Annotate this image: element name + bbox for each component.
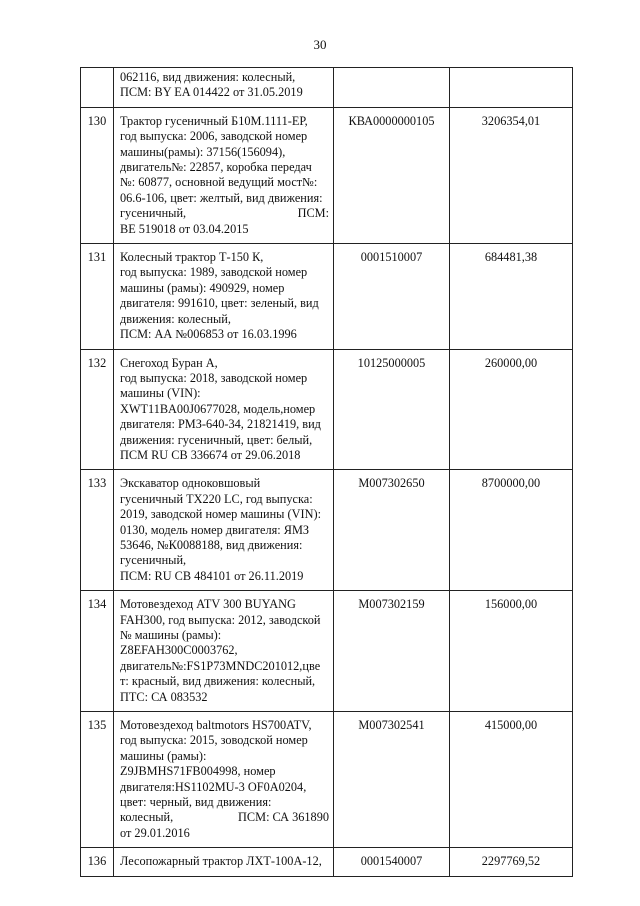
description-line: машины (рамы): 490929, номер [120, 280, 285, 295]
description-line: 53646, №К0088188, вид движения: [120, 537, 303, 552]
item-description-cell [114, 349, 334, 470]
description-line: машины (рамы): [120, 748, 207, 763]
description-line [120, 810, 329, 825]
description-line: год выпуска: 2018, заводской номер [120, 370, 308, 385]
row-number-cell: 133 [81, 470, 114, 591]
table-row [81, 712, 573, 848]
value-cell: 260000,00 [450, 349, 573, 470]
row-number-cell: 135 [81, 712, 114, 848]
item-description-cell [114, 107, 334, 243]
inventory-code-cell: 10125000005 [334, 349, 450, 470]
description-line: Лесопожарный трактор ЛХТ-100А-12, [120, 854, 322, 869]
description-line: двигателя:HS1102MU-3 OF0A0204, [120, 779, 307, 794]
value-cell: 684481,38 [450, 244, 573, 349]
description-line: машины(рамы): 37156(156094), [120, 144, 286, 159]
row-number-cell: 132 [81, 349, 114, 470]
inventory-code-cell: 0001540007 [334, 848, 450, 876]
description-line: 062116, вид движения: колесный, [120, 70, 296, 84]
item-description-cell [114, 591, 334, 712]
description-line: Снегоход Буран А, [120, 355, 218, 370]
row-number-cell [81, 68, 114, 108]
value-cell: 156000,00 [450, 591, 573, 712]
inventory-code-cell: М007302650 [334, 470, 450, 591]
description-line: двигатель№:FS1P73MNDC201012,цве [120, 658, 321, 673]
item-description-cell [114, 244, 334, 349]
table-row [81, 68, 573, 108]
description-line: движения: колесный, [120, 311, 231, 326]
item-description-cell [114, 712, 334, 848]
description-line: движения: гусеничный, цвет: белый, [120, 432, 313, 447]
description-line-part: колесный, [120, 810, 174, 825]
description-line: №: 60877, основной ведущий мост№: [120, 175, 318, 190]
description-line [120, 206, 329, 221]
description-line-part: гусеничный, [120, 206, 187, 221]
row-number-cell: 130 [81, 107, 114, 243]
item-description-cell [114, 848, 334, 876]
description-line: Колесный трактор Т-150 К, [120, 250, 264, 265]
table-row [81, 107, 573, 243]
description-line: ПСМ: АА №006853 от 16.03.1996 [120, 327, 297, 342]
description-line: гусеничный ТХ220 LC, год выпуска: [120, 491, 313, 506]
description-line: год выпуска: 2006, заводской номер [120, 129, 308, 144]
description-line: год выпуска: 2015, зоводской номер [120, 733, 308, 748]
value-cell: 415000,00 [450, 712, 573, 848]
description-line: XWT11BA00J0677028, модель,номер [120, 401, 316, 416]
description-line: 2019, заводской номер машины (VIN): [120, 507, 321, 522]
description-line: Трактор гусеничный Б10М.1111-ЕР, [120, 113, 308, 128]
description-line: двигателя: РМЗ-640-34, 21821419, вид [120, 417, 321, 432]
inventory-code-cell: 0001510007 [334, 244, 450, 349]
table-row [81, 848, 573, 876]
table-row [81, 244, 573, 349]
description-line: ПСМ RU СВ 336674 от 29.06.2018 [120, 447, 301, 462]
description-line-part: ПСМ: [297, 206, 329, 221]
description-line: ПТС: СА 083532 [120, 689, 208, 704]
description-line: Мотовездеход baltmotors HS700ATV, [120, 718, 312, 733]
description-line: цвет: черный, вид движения: [120, 795, 272, 810]
description-line: двигатель№: 22857, коробка передач [120, 160, 312, 175]
inventory-code-cell: КВА0000000105 [334, 107, 450, 243]
description-line: 06.6-106, цвет: желтый, вид движения: [120, 190, 323, 205]
item-description-cell [114, 68, 334, 108]
row-number-cell: 131 [81, 244, 114, 349]
value-cell: 3206354,01 [450, 107, 573, 243]
description-line: № машины (рамы): [120, 628, 222, 642]
description-line-part: ПСМ: СА 361890 [238, 810, 329, 825]
description-line: Экскаватор одноковшовый [120, 476, 261, 491]
description-line: FAH300, год выпуска: 2012, заводской [120, 612, 321, 627]
inventory-code-cell: М007302541 [334, 712, 450, 848]
description-line: т: красный, вид движения: колесный, [120, 674, 316, 689]
value-cell [450, 68, 573, 108]
description-line: двигателя: 991610, цвет: зеленый, вид [120, 296, 319, 311]
description-line: ПСМ: RU СВ 484101 от 26.11.2019 [120, 568, 304, 583]
table-row [81, 470, 573, 591]
inventory-table [80, 67, 573, 877]
inventory-table-body [81, 68, 573, 877]
value-cell: 2297769,52 [450, 848, 573, 876]
row-number-cell: 136 [81, 848, 114, 876]
description-line: машины (VIN): [120, 386, 201, 401]
description-line: 0130, модель номер двигателя: ЯМЗ [120, 522, 310, 537]
description-line: от 29.01.2016 [120, 825, 190, 840]
inventory-code-cell: М007302159 [334, 591, 450, 712]
description-line: ВЕ 519018 от 03.04.2015 [120, 221, 249, 236]
inventory-code-cell [334, 68, 450, 108]
row-number-cell: 134 [81, 591, 114, 712]
description-line: Мотовездеход ATV 300 BUYANG [120, 597, 296, 612]
value-cell: 8700000,00 [450, 470, 573, 591]
item-description-cell [114, 470, 334, 591]
description-line: гусеничный, [120, 553, 187, 568]
description-line: Z9JBMHS71FB004998, номер [120, 764, 276, 779]
description-line: ПСМ: BY EA 014422 от 31.05.2019 [120, 85, 303, 100]
description-line: Z8EFAH300C0003762, [120, 643, 238, 658]
table-row [81, 349, 573, 470]
description-line: год выпуска: 1989, заводской номер [120, 265, 308, 280]
table-row [81, 591, 573, 712]
page-number: 30 [313, 37, 327, 52]
